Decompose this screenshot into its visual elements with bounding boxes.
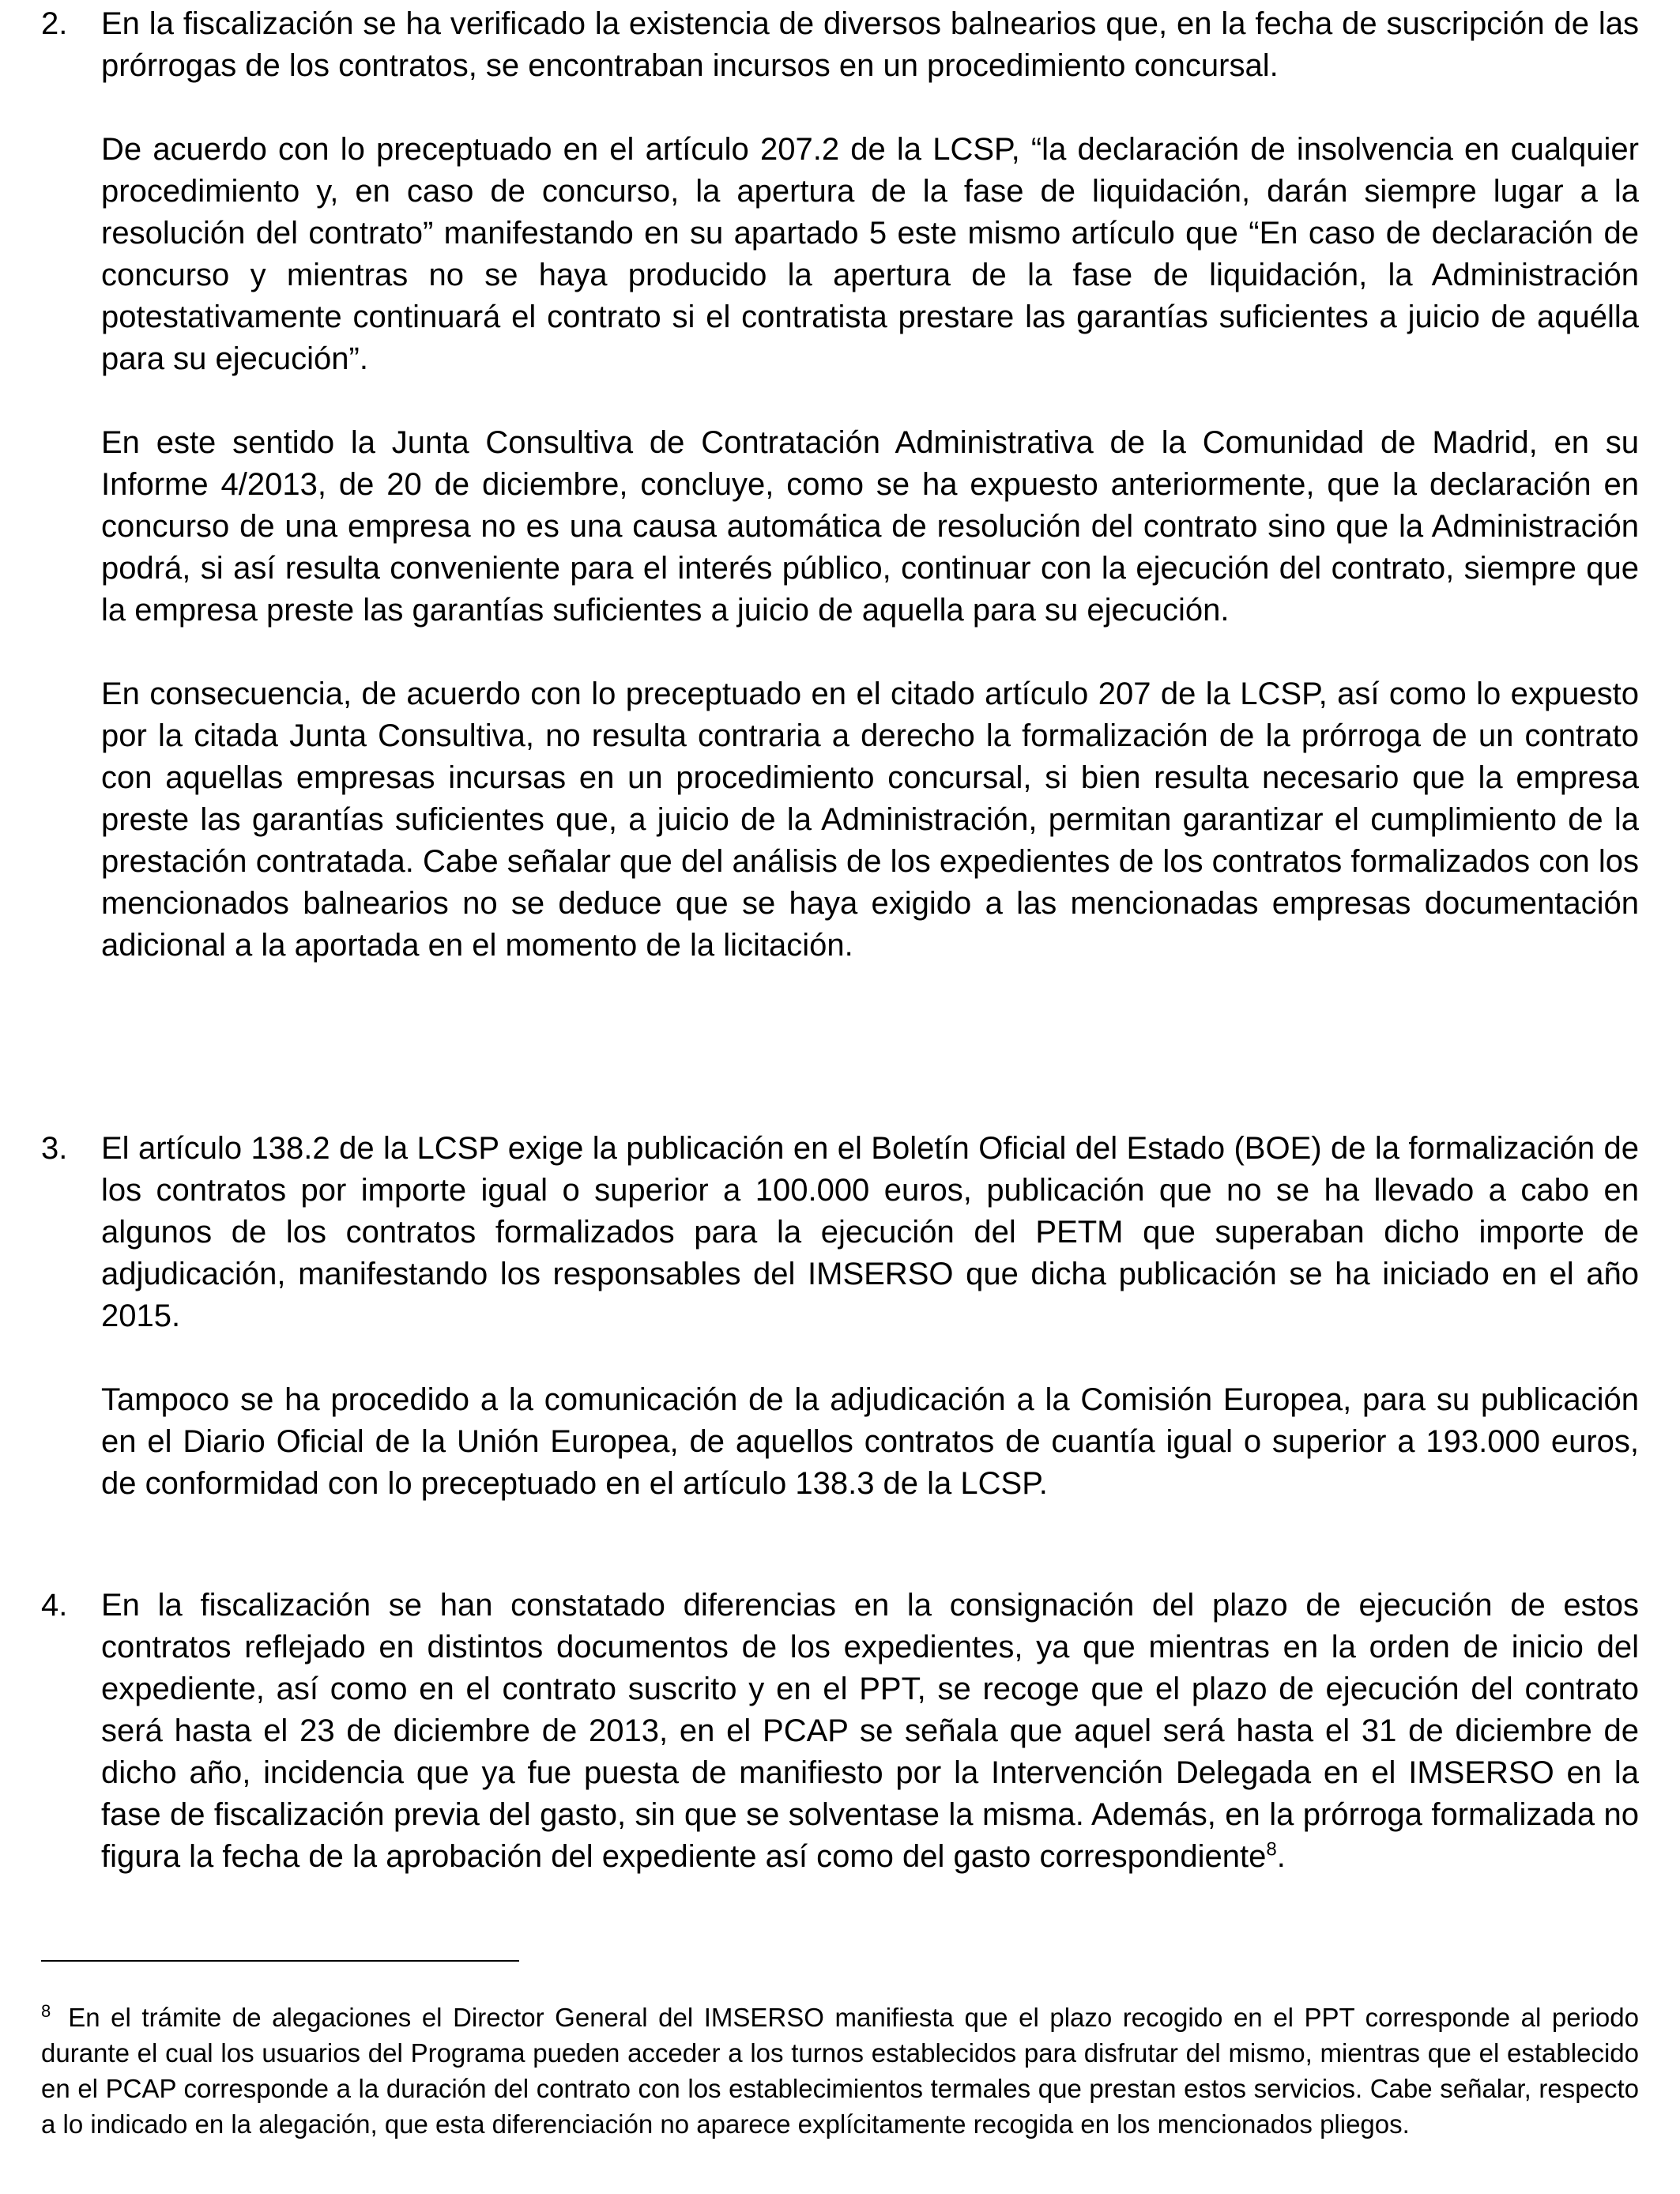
list-item-4 xyxy=(41,1585,1639,1878)
item-number: 4. xyxy=(41,1588,68,1623)
item-body xyxy=(101,1128,1639,1505)
paragraph xyxy=(101,1585,1639,1878)
paragraph: En este sentido la Junta Consultiva de Contratación Administrativa de la Comunidad de Madrid, en su Informe 4/2013, de 20 de diciembre, concluye, como se ha expuesto anteriormente, que la declaración en concurso de una empresa no es una causa automática de resolución del contrato sino que la Administración podrá, si así resulta conveniente para el interés público, continuar con la ejecución del contrato, siempre que la empresa preste las garantías suficientes a juicio de aquella para su ejecución. xyxy=(101,425,1639,628)
footnote-reference[interactable]: 8 xyxy=(1266,1838,1277,1860)
paragraph-end: . xyxy=(1276,1839,1286,1874)
paragraph: El artículo 138.2 de la LCSP exige la publicación en el Boletín Oficial del Estado (BOE) de la formalización de los contratos por importe igual o superior a 100.000 euros, publicación que no se ha llevado a cabo en algunos de los contratos formalizados para la ejecución del PETM que superaban dicho importe de adjudicación, manifestando los responsables del IMSERSO que dicha publicación se ha iniciado en el año 2015. xyxy=(101,1131,1639,1333)
list-item-2 xyxy=(41,3,1639,967)
paragraph: En consecuencia, de acuerdo con lo preceptuado en el citado artículo 207 de la LCSP, así como lo expuesto por la citada Junta Consultiva, no resulta contraria a derecho la formalización de la prórroga de un contrato con aquellas empresas incursas en un procedimiento concursal, si bien resulta necesario que la empresa preste las garantías suficientes que, a juicio de la Administración, permitan garantizar el cumplimiento de la prestación contratada. Cabe señalar que del análisis de los expedientes de los contratos formalizados con los mencionados balnearios no se deduce que se haya exigido a las mencionadas empresas documentación adicional a la aportada en el momento de la licitación. xyxy=(101,677,1639,963)
item-number: 3. xyxy=(41,1131,68,1166)
item-number: 2. xyxy=(41,6,68,41)
paragraph-text: En la fiscalización se han constatado diferencias en la consignación del plazo de ejecución de estos contratos reflejado en distintos documentos de los expedientes, ya que mientras en la orden de inicio del expediente, así como en el contrato suscrito y en el PPT, se recoge que el plazo de ejecución del contrato será hasta el 23 de diciembre de 2013, en el PCAP se señala que aquel será hasta el 31 de diciembre de dicho año, incidencia que ya fue puesta de manifiesto por la Intervención Delegada en el IMSERSO en la fase de fiscalización previa del gasto, sin que se solventase la misma. Además, en la prórroga formalizada no figura la fecha de la aprobación del expediente así como del gasto correspondiente xyxy=(101,1588,1639,1874)
paragraph: De acuerdo con lo preceptuado en el artículo 207.2 de la LCSP, “la declaración de insolvencia en cualquier procedimiento y, en caso de concurso, la apertura de la fase de liquidación, darán siempre lugar a la resolución del contrato” manifestando en su apartado 5 este mismo artículo que “En caso de declaración de concurso y mientras no se haya producido la apertura de la fase de liquidación, la Administración potestativamente continuará el contrato si el contratista prestare las garantías suficientes a juicio de aquélla para su ejecución”. xyxy=(101,132,1639,376)
footnote-marker: 8 xyxy=(41,2001,51,2021)
footnote-separator xyxy=(41,1960,519,1962)
footnote xyxy=(41,2000,1639,2142)
paragraph: En la fiscalización se ha verificado la existencia de diversos balnearios que, en la fecha de suscripción de las prórrogas de los contratos, se encontraban incursos en un procedimiento concursal. xyxy=(101,6,1639,83)
item-body xyxy=(101,3,1639,967)
item-body xyxy=(101,1585,1639,1878)
list-item-3 xyxy=(41,1128,1639,1505)
footnote-text: En el trámite de alegaciones el Director General del IMSERSO manifiesta que el plazo recogido en el PPT corresponde al periodo durante el cual los usuarios del Programa pueden acceder a los turnos establecidos para disfrutar del mismo, mientras que el establecido en el PCAP corresponde a la duración del contrato con los establecimientos termales que prestan estos servicios. Cabe señalar, respecto a lo indicado en la alegación, que esta diferenciación no aparece explícitamente recogida en los mencionados pliegos. xyxy=(41,2003,1639,2139)
paragraph: Tampoco se ha procedido a la comunicación de la adjudicación a la Comisión Europea, para su publicación en el Diario Oficial de la Unión Europea, de aquellos contratos de cuantía igual o superior a 193.000 euros, de conformidad con lo preceptuado en el artículo 138.3 de la LCSP. xyxy=(101,1382,1639,1501)
